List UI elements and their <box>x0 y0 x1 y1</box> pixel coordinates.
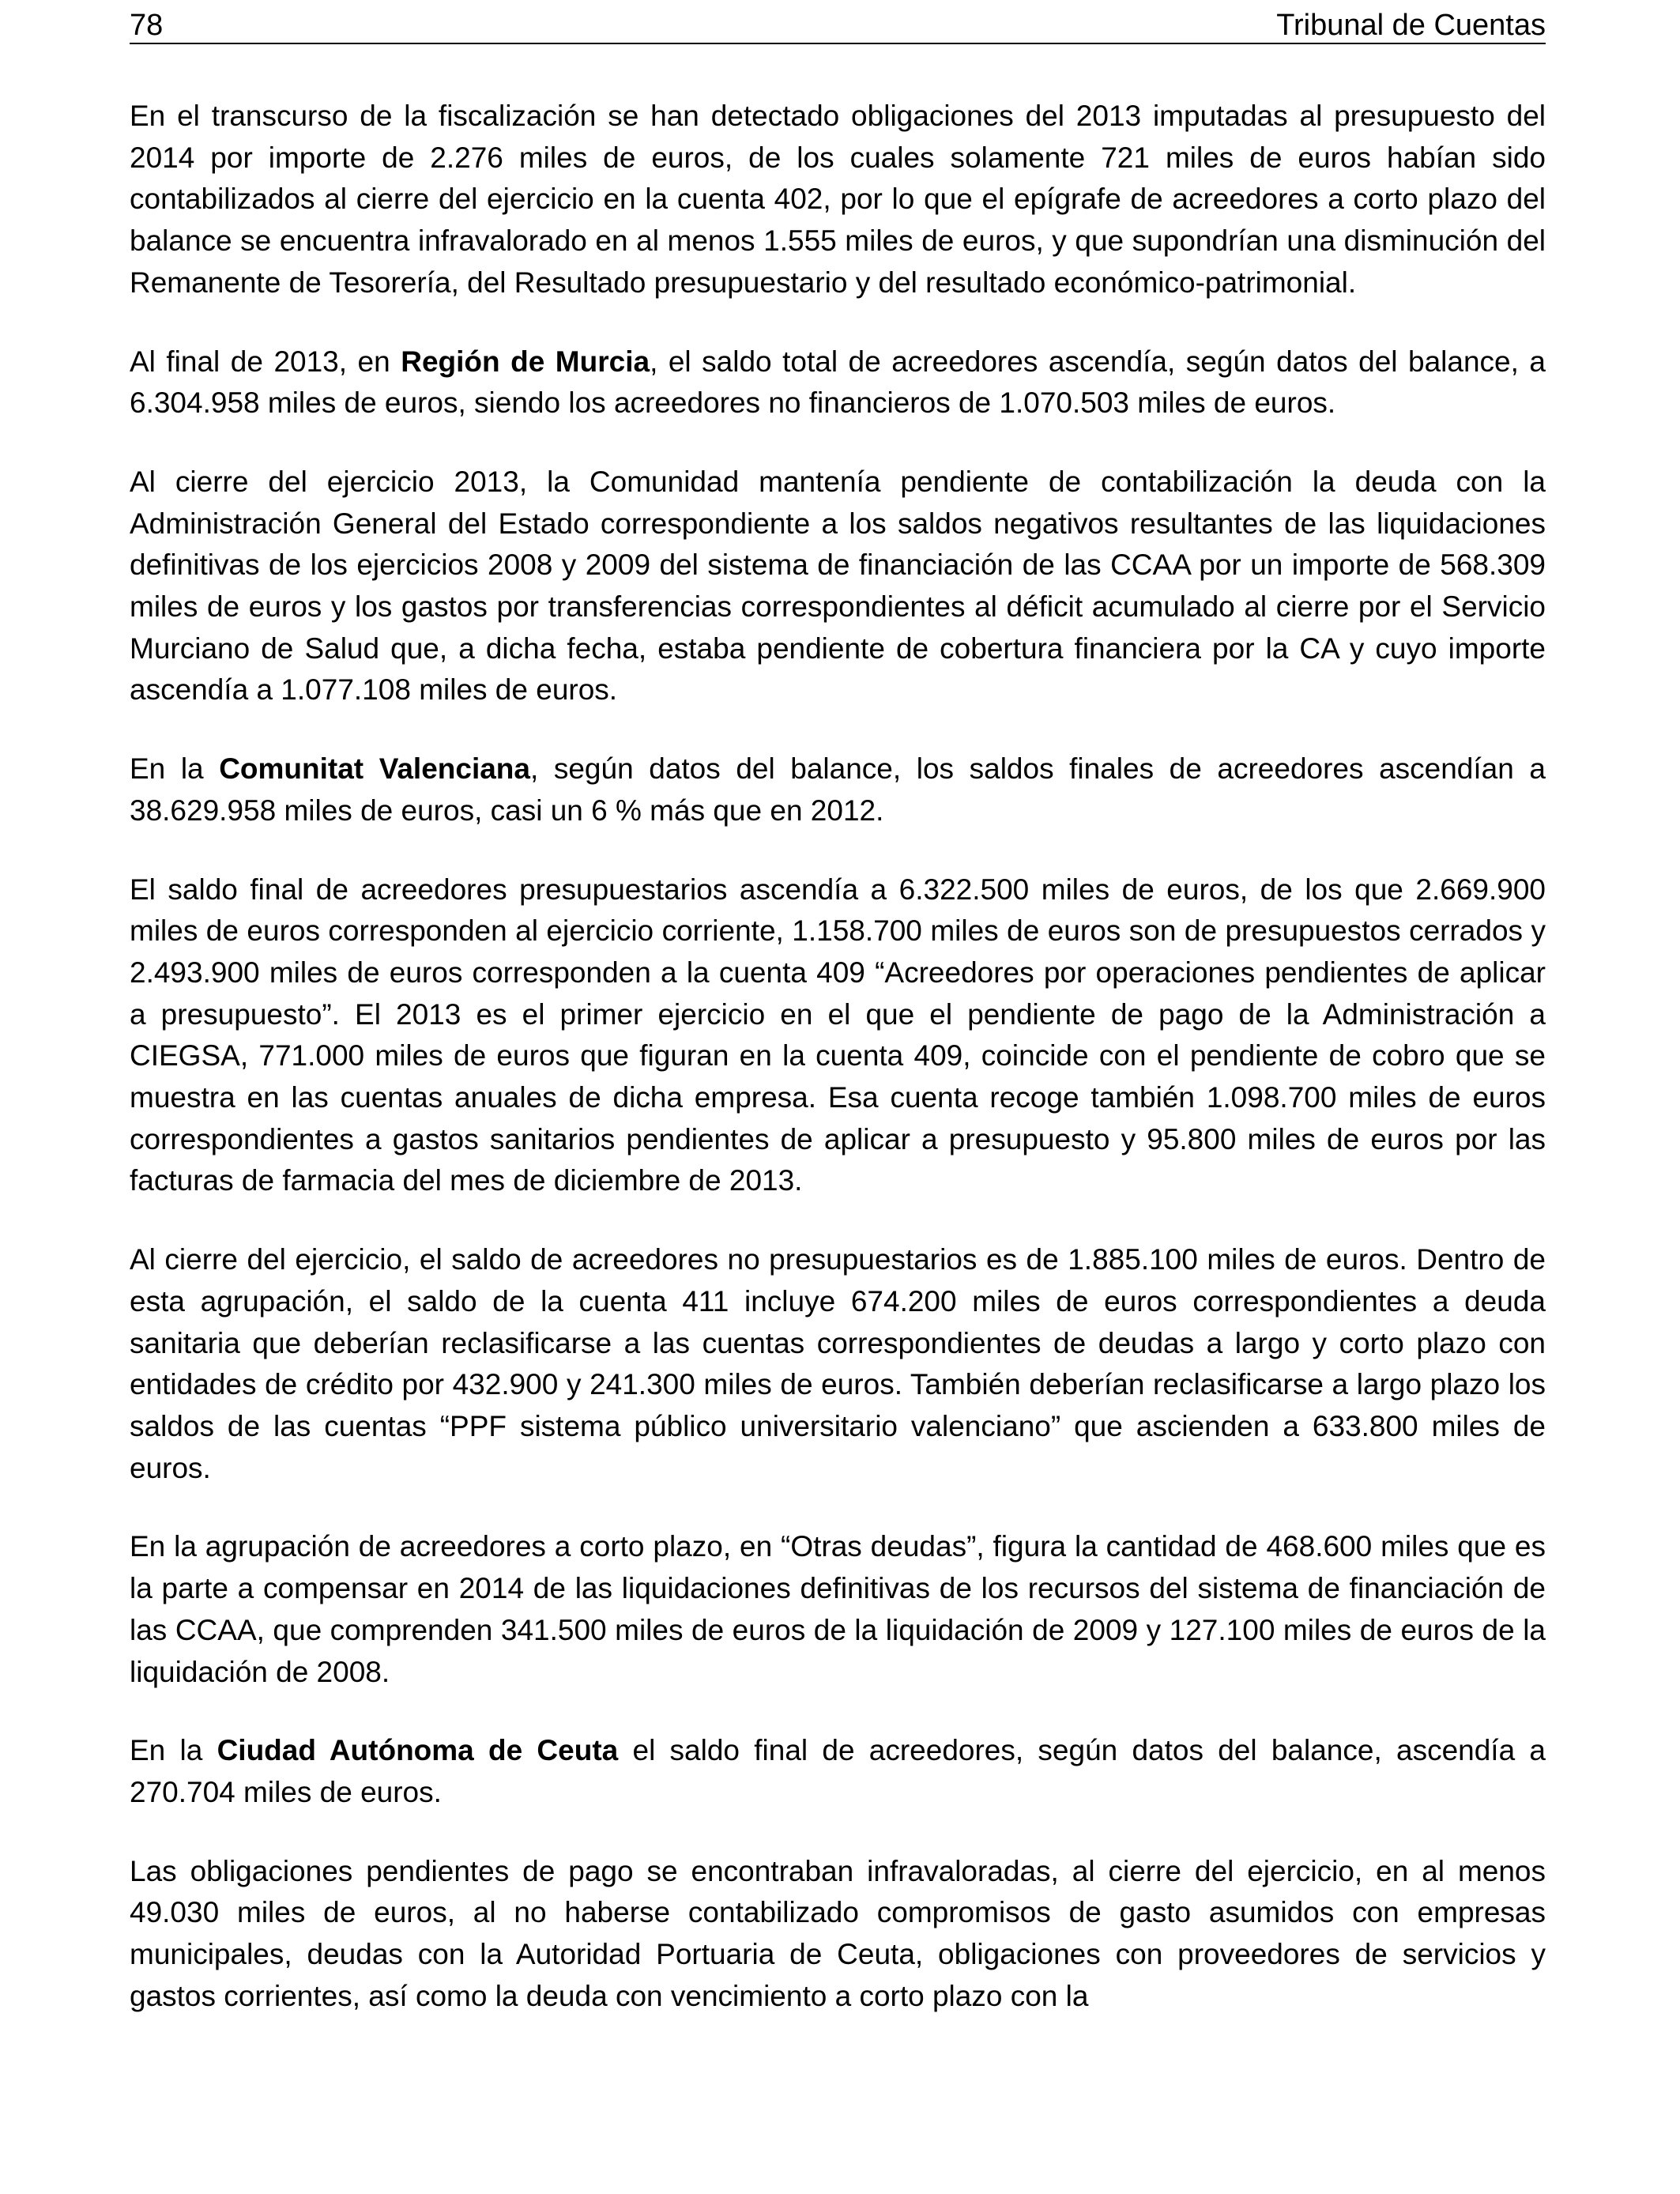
paragraph: Al cierre del ejercicio, el saldo de acreedores no presupuestarios es de 1.885.100 miles de euros. Dentro de esta agrupación, el saldo de la cuenta 411 incluye 674.200 miles de euros correspondientes a deuda sanitaria que deberían reclasificarse a las cuentas correspondientes de deudas a largo y corto plazo con entidades de crédito por 432.900 y 241.300 miles de euros. También deberían reclasificarse a largo plazo los saldos de las cuentas “PPF sistema público universitario valenciano” que ascienden a 633.800 miles de euros. <box>130 1243 1546 1484</box>
paragraph-text: el saldo final de acreedores, según datos del balance, ascendía a 270.704 miles de euros. <box>130 1734 1546 1808</box>
paragraph-text: Al final de 2013, en <box>130 345 401 378</box>
region-name: Región de Murcia <box>401 345 650 378</box>
region-name: Ciudad Autónoma de Ceuta <box>217 1734 619 1767</box>
paragraph-text: , el saldo total de acreedores ascendía, según datos del balance, a 6.304.958 miles de euros, siendo los acreedores no financieros de 1.070.503 miles de euros. <box>130 345 1546 420</box>
running-title: Tribunal de Cuentas <box>1276 9 1546 42</box>
paragraph-text: En la <box>130 752 220 786</box>
paragraph <box>130 748 1546 831</box>
document-page <box>130 0 1546 2054</box>
page-header <box>130 0 1546 44</box>
paragraph: Las obligaciones pendientes de pago se encontraban infravaloradas, al cierre del ejercicio, en al menos 49.030 miles de euros, al no haberse contabilizado compromisos de gasto asumidos con empresas municipales, deudas con la Autoridad Portuaria de Ceuta, obligaciones con proveedores de servicios y gastos corrientes, así como la deuda con vencimiento a corto plazo con la <box>130 1854 1546 2012</box>
paragraph: El saldo final de acreedores presupuestarios ascendía a 6.322.500 miles de euros, de los que 2.669.900 miles de euros corresponden al ejercicio corriente, 1.158.700 miles de euros son de presupuestos cerrados y 2.493.900 miles de euros corresponden a la cuenta 409 “Acreedores por operaciones pendientes de aplicar a presupuesto”. El 2013 es el primer ejercicio en el que el pendiente de pago de la Administración a CIEGSA, 771.000 miles de euros que figuran en la cuenta 409, coincide con el pendiente de cobro que se muestra en las cuentas anuales de dicha empresa. Esa cuenta recoge también 1.098.700 miles de euros correspondientes a gastos sanitarios pendientes de aplicar a presupuesto y 95.800 miles de euros por las facturas de farmacia del mes de diciembre de 2013. <box>130 873 1546 1197</box>
document-body <box>130 96 1546 2017</box>
paragraph <box>130 1730 1546 1813</box>
region-name: Comunitat Valenciana <box>219 752 530 786</box>
paragraph: Al cierre del ejercicio 2013, la Comunidad mantenía pendiente de contabilización la deuda con la Administración General del Estado correspondiente a los saldos negativos resultantes de las liquidaciones definitivas de los ejercicios 2008 y 2009 del sistema de financiación de las CCAA por un importe de 568.309 miles de euros y los gastos por transferencias correspondientes al déficit acumulado al cierre por el Servicio Murciano de Salud que, a dicha fecha, estaba pendiente de cobertura financiera por la CA y cuyo importe ascendía a 1.077.108 miles de euros. <box>130 465 1546 707</box>
paragraph-text: , según datos del balance, los saldos finales de acreedores ascendían a 38.629.958 miles de euros, casi un 6 % más que en 2012. <box>130 752 1546 827</box>
paragraph: En la agrupación de acreedores a corto plazo, en “Otras deudas”, figura la cantidad de 468.600 miles que es la parte a compensar en 2014 de las liquidaciones definitivas de los recursos del sistema de financiación de las CCAA, que comprenden 341.500 miles de euros de la liquidación de 2009 y 127.100 miles de euros de la liquidación de 2008. <box>130 1530 1546 1688</box>
paragraph-text: En la <box>130 1734 217 1767</box>
paragraph <box>130 341 1546 424</box>
page-number: 78 <box>130 9 164 42</box>
paragraph: En el transcurso de la fiscalización se han detectado obligaciones del 2013 imputadas al presupuesto del 2014 por importe de 2.276 miles de euros, de los cuales solamente 721 miles de euros habían sido contabilizados al cierre del ejercicio en la cuenta 402, por lo que el epígrafe de acreedores a corto plazo del balance se encuentra infravalorado en al menos 1.555 miles de euros, y que supondrían una disminución del Remanente de Tesorería, del Resultado presupuestario y del resultado económico-patrimonial. <box>130 100 1546 299</box>
